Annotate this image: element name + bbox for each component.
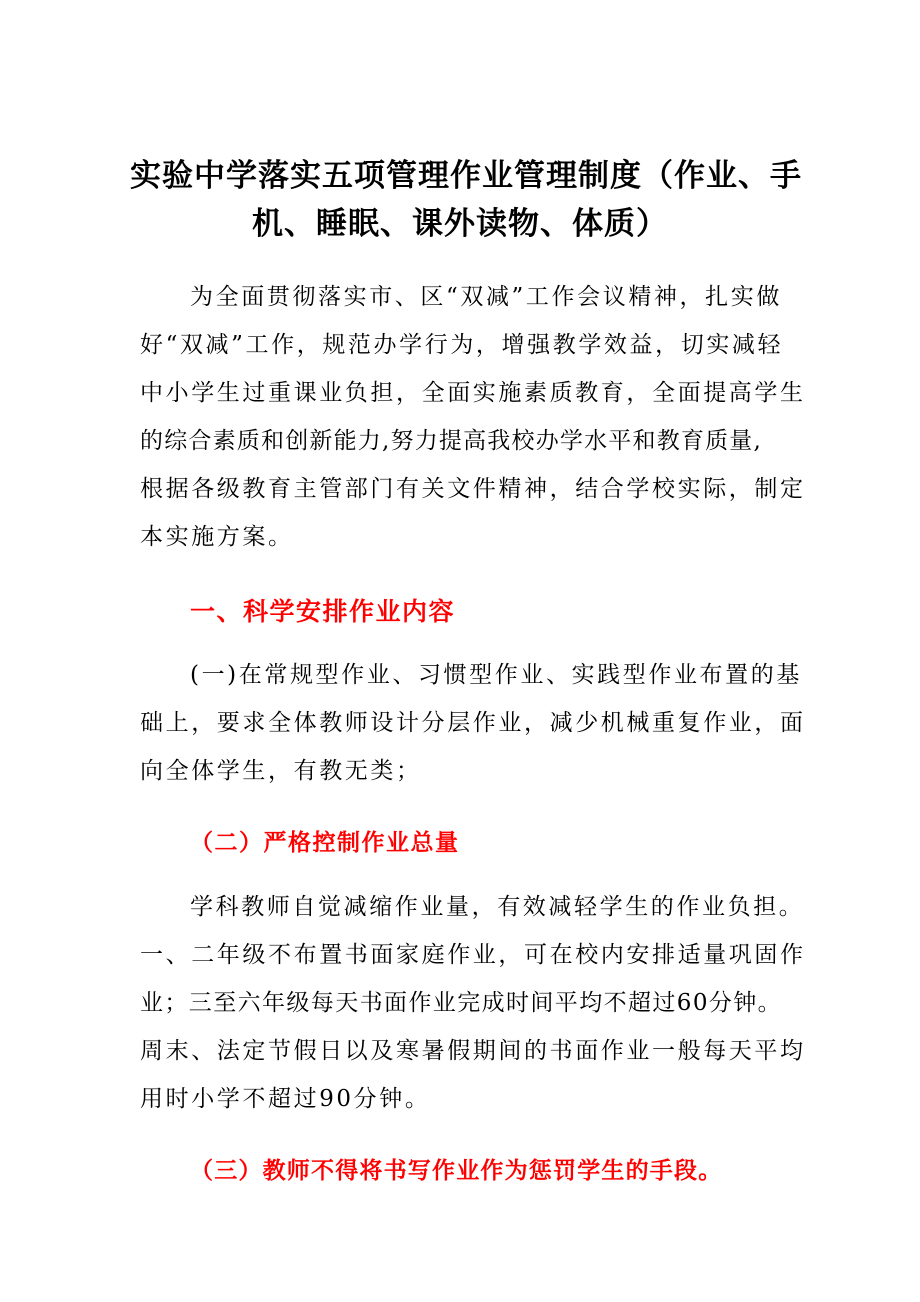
item-2-line: 周末、法定节假日以及寒暑假期间的书面作业一般每天平均 <box>140 1038 806 1064</box>
intro-line: 本实施方案。 <box>140 524 294 550</box>
item-2-line: 业；三至六年级每天书面作业完成时间平均不超过60分钟。 <box>140 990 783 1016</box>
section-heading-1: 一、科学安排作业内容 <box>190 597 456 626</box>
intro-line: 好“双减”工作，规范办学行为，增强教学效益，切实减轻 <box>140 332 784 358</box>
document-title-line-2: 机、睡眠、课外读物、体质） <box>252 206 668 242</box>
item-2-line: 一、二年级不布置书面家庭作业，可在校内安排适量巩固作 <box>140 942 806 968</box>
intro-line: 为全面贯彻落实市、区“双减”工作会议精神，扎实做 <box>190 284 782 310</box>
item-1-line: (一)在常规型作业、习惯型作业、实践型作业布置的基 <box>190 662 802 688</box>
item-2-line: 学科教师自觉减缩作业量，有效减轻学生的作业负担。 <box>190 894 805 920</box>
intro-line: 中小学生过重课业负担，全面实施素质教育，全面提高学生 <box>140 380 806 406</box>
item-1-line: 础上，要求全体教师设计分层作业，减少机械重复作业，面 <box>140 710 806 736</box>
item-2-heading: （二）严格控制作业总量 <box>190 830 460 856</box>
intro-line: 根据各级教育主管部门有关文件精神，结合学校实际，制定 <box>140 476 806 502</box>
item-3-heading: （三）教师不得将书写作业作为惩罚学生的手段。 <box>190 1158 723 1184</box>
item-2-line: 用时小学不超过90分钟。 <box>140 1086 431 1112</box>
intro-line: 的综合素质和创新能力,努力提高我校办学水平和教育质量, <box>140 428 763 454</box>
item-1-line: 向全体学生，有教无类； <box>140 758 422 784</box>
document-title-line-1: 实验中学落实五项管理作业管理制度（作业、手 <box>130 158 802 194</box>
